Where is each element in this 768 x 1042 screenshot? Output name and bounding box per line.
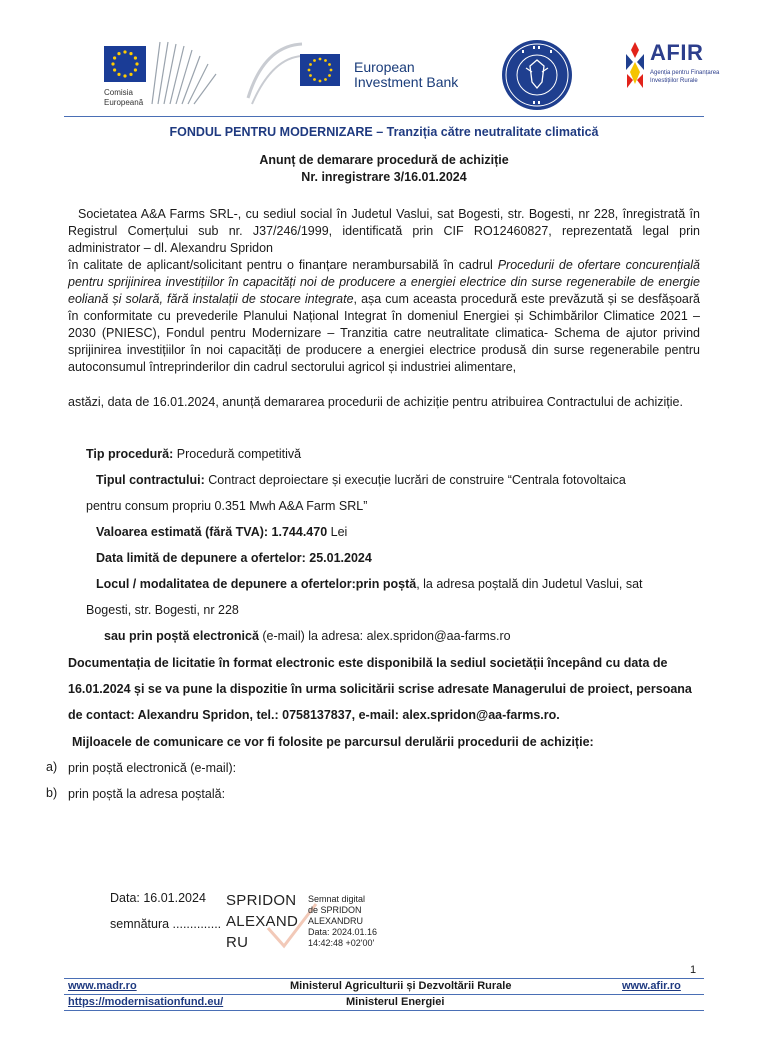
afir-line2: Investițiilor Rurale	[650, 77, 698, 84]
logo-band	[0, 0, 768, 118]
capacity-procedure: Procedurii de ofertare concurențială pentru sprijinirea investițiilor în capacități noi de producere a energiei electrice din surse regenerabile de energie eoliană și solară, fără instalații de stocare integrate	[68, 258, 701, 306]
eib-line2: Investment Bank	[354, 74, 459, 90]
header-divider	[64, 116, 704, 117]
signature-meta-line: Semnat digital	[308, 894, 366, 904]
digital-signature-meta	[308, 894, 377, 949]
afir-link[interactable]: www.afir.ro	[622, 980, 681, 992]
eu-flag-icon	[300, 54, 340, 86]
afir-subtitle	[650, 70, 730, 85]
madr-link[interactable]: www.madr.ro	[68, 980, 137, 992]
afir-logo	[622, 38, 732, 98]
ec-logo-text	[104, 88, 143, 108]
signer-name-line3: RU	[226, 934, 249, 951]
submission-location-row	[96, 576, 643, 592]
company-details: cu sediul social în Judetul Vaslui, sat Bogesti, str. Bogesti, nr 228, înregistrată în Registrul Comerțului sub nr. J37/246/1999, identificată prin CIF RO12460827, reprezentată legal prin administrator – dl. Alexandru Spridon	[68, 207, 700, 255]
communication-item-letter: a)	[46, 760, 58, 774]
signer-name-line2: ALEXAND	[226, 913, 299, 930]
footer-row-2-left[interactable]	[68, 996, 223, 1008]
communication-item-letter: b)	[46, 786, 58, 800]
page-number: 1	[690, 964, 697, 976]
submission-location-value-line1: , la adresa poștală din Judetul Vaslui, sat	[416, 577, 643, 591]
footer-divider	[64, 994, 704, 995]
today-text: astăzi, data de 16.01.2024, anunță demararea procedurii de achiziție pentru atribuirea Contractului de achiziție.	[68, 395, 683, 409]
submission-deadline: Data limită de depunere a ofertelor: 25.01.2024	[96, 551, 372, 565]
modernisation-fund-link[interactable]: https://modernisationfund.eu/	[68, 996, 224, 1008]
eib-logo	[244, 38, 474, 108]
berlaymont-building-icon	[150, 40, 220, 106]
signer-name-line1: SPRIDON	[226, 892, 297, 909]
ec-line1: Comisia	[104, 88, 133, 97]
documentation-line3: de contact: Alexandru Spridon, tel.: 0758137837, e-mail: alex.spridon@aa-farms.ro.	[68, 708, 560, 722]
estimated-value-currency: Lei	[327, 525, 348, 539]
eib-logo-text	[354, 60, 458, 90]
email-submission-value: (e-mail) la adresa: alex.spridon@aa-farms.ro	[258, 629, 511, 643]
email-submission-row	[104, 628, 511, 644]
footer-ministry-agriculture: Ministerul Agriculturii și Dezvoltării Rurale	[290, 980, 512, 992]
footer-divider	[64, 1010, 704, 1011]
intro-capacity-paragraph	[68, 257, 700, 376]
signature-meta-line: Data: 2024.01.16	[308, 927, 378, 937]
procedure-type-value: Procedură competitivă	[173, 447, 302, 461]
signature-label: semnătura ..............	[110, 917, 222, 931]
eib-line1: European	[354, 59, 415, 75]
european-commission-logo	[76, 40, 226, 112]
signature-meta-line: ALEXANDRU	[308, 916, 364, 926]
estimated-value-amount: 1.744.470	[268, 525, 328, 539]
documentation-line2: 16.01.2024 și se va pune la dispozitie în urma solicitării scrise adresate Managerului de proiect, persoana	[68, 682, 692, 696]
submission-location-value-line2: Bogesti, str. Bogesti, nr 228	[86, 603, 239, 617]
footer-row-1-left[interactable]	[68, 980, 137, 992]
afir-emblem-icon	[622, 40, 648, 92]
afir-title: AFIR	[650, 40, 704, 65]
eib-swoosh-icon	[244, 38, 304, 108]
procedure-type-label: Tip procedură:	[86, 447, 174, 461]
contract-type-label: Tipul contractului:	[96, 473, 205, 487]
procedure-type-row	[86, 446, 301, 462]
company-name: Societatea A&A Farms SRL-,	[78, 207, 242, 221]
signature-date: Data: 16.01.2024	[110, 891, 206, 905]
footer-divider	[64, 978, 704, 979]
communication-item: prin poștă la adresa poștală:	[68, 787, 226, 801]
ec-line2: Europeană	[104, 98, 144, 107]
eu-flag-icon	[104, 46, 146, 82]
registration-number: Nr. inregistrare 3/16.01.2024	[301, 170, 467, 184]
signature-meta-line: de SPRIDON	[308, 905, 362, 915]
communication-item: prin poștă electronică (e-mail):	[68, 761, 237, 775]
documentation-line1: Documentația de licitatie în format electronic este disponibilă la sediul societății începând cu data de	[68, 656, 668, 670]
contract-type-value-line2: pentru consum propriu 0.351 Mwh A&A Farm SRL”	[86, 499, 368, 513]
capacity-prefix: în calitate de aplicant/solicitant pentru o finanțare nerambursabilă în cadrul	[68, 258, 498, 272]
submission-location-label: Locul / modalitatea de depunere a ofertelor:prin poștă	[96, 577, 417, 591]
email-submission-label: sau prin poștă electronică	[104, 629, 259, 643]
contract-type-value-line1: Contract deproiectare și execuție lucrări de construire “Centrala fotovoltaica	[204, 473, 626, 487]
intro-today-paragraph	[68, 394, 700, 411]
afir-line1: Agenția pentru Finanțarea	[650, 70, 720, 76]
contract-type-row	[96, 472, 626, 488]
estimated-value-label: Valoarea estimată (fără TVA):	[96, 525, 269, 539]
footer-row-1-right[interactable]	[622, 980, 681, 992]
guvernul-romaniei-seal-icon	[500, 38, 574, 112]
fund-header: FONDUL PENTRU MODERNIZARE – Tranziția către neutralitate climatică	[169, 125, 599, 139]
capacity-suffix: , așa cum aceasta procedură este prevăzută și se desfășoară în conformitate cu prevederile Planului Național Integrat în domeniul Energiei și Schimbărilor Climatice 2021 – 2030 (PNIESC), Fondul pentru Modernizare – Tranzitia catre neutralitate climatica- Schema de ajutor privind sprijinirea investițiilor în noi capacități de producere a energiei electrice produsă din surse regenerabile pentru autoconsumul întreprinderilor din cadrul sectorului agricol și industriei alimentare,	[68, 292, 700, 374]
announcement-title: Anunț de demarare procedură de achiziție	[259, 153, 509, 167]
communication-heading: Mijloacele de comunicare ce vor fi folosite pe parcursul derulării procedurii de achiziție:	[72, 735, 594, 749]
signature-meta-line: 14:42:48 +02'00'	[308, 938, 375, 948]
footer-ministry-energy: Ministerul Energiei	[346, 996, 445, 1008]
estimated-value-row	[96, 524, 347, 540]
intro-company-paragraph	[68, 206, 700, 257]
